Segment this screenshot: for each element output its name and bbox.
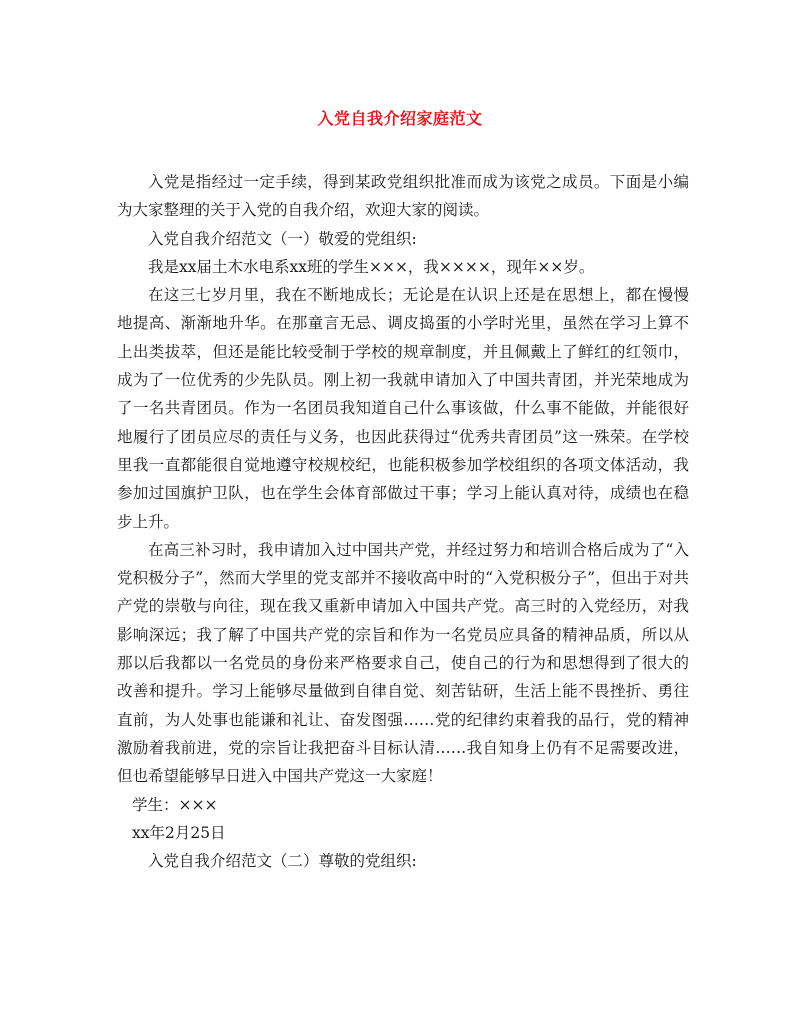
section-one-heading: 入党自我介绍范文（一）敬爱的党组织: bbox=[148, 229, 417, 248]
signature-date: xx年2月25日 bbox=[132, 823, 226, 842]
growth-paragraph: 在这三七岁月里，我在不断地成长；无论是在认识上还是在思想上，都在慢慢地提高、渐渐地升华。在那童言无忌、调皮捣蛋的小学时光里，虽然在学习上算不上出类拔萃，但还是能比较受制于学校的规章制度，并且佩戴上了鲜红的红领巾，成为了一位优秀的少先队员。刚上初一我就申请加入了中国共青团，并光荣地成为了一名共青团员。作为一名团员我知道自己什么事该做，什么事不能做，并能很好地履行了团员应尽的责任与义务，也因此获得过“优秀共青团员”这一殊荣。在学校里我一直都能很自觉地遵守校规校纪，也能积极参加学校组织的各项文体活动，我参加过国旗护卫队，也在学生会体育部做过干事；学习上能认真对待，成绩也在稳步上升。 bbox=[117, 286, 689, 531]
intro-paragraph: 入党是指经过一定手续，得到某政党组织批准而成为该党之成员。下面是小编为大家整理的关于入党的自我介绍，欢迎大家的阅读。 bbox=[117, 173, 689, 220]
document-title: 入党自我介绍家庭范文 bbox=[317, 109, 483, 128]
self-introduction-paragraph: 我是xx届土木水电系xx班的学生×××，我××××，现年××岁。 bbox=[148, 257, 595, 276]
section-two-heading: 入党自我介绍范文（二）尊敬的党组织: bbox=[148, 852, 417, 871]
signature-student: 学生：××× bbox=[132, 795, 218, 814]
party-application-paragraph: 在高三补习时，我申请加入过中国共产党，并经过努力和培训合格后成为了“入党积极分子”，然而大学里的党支部并不接收高中时的“入党积极分子”，但出于对共产党的崇敬与向往，现在我又重新申请加入中国共产党。高三时的入党经历，对我影响深远；我了解了中国共产党的宗旨和作为一名党员应具备的精神品质，所以从那以后我都以一名党员的身份来严格要求自己，使自己的行为和思想得到了很大的改善和提升。学习上能够尽量做到自律自觉、刻苦钻研，生活上能不畏挫折、勇往直前，为人处事也能谦和礼让、奋发图强……党的纪律约束着我的品行，党的精神激励着我前进，党的宗旨让我把奋斗目标认清……我自知身上仍有不足需要改进，但也希望能够早日进入中国共产党这一大家庭！ bbox=[117, 540, 689, 786]
document-body bbox=[117, 168, 689, 875]
